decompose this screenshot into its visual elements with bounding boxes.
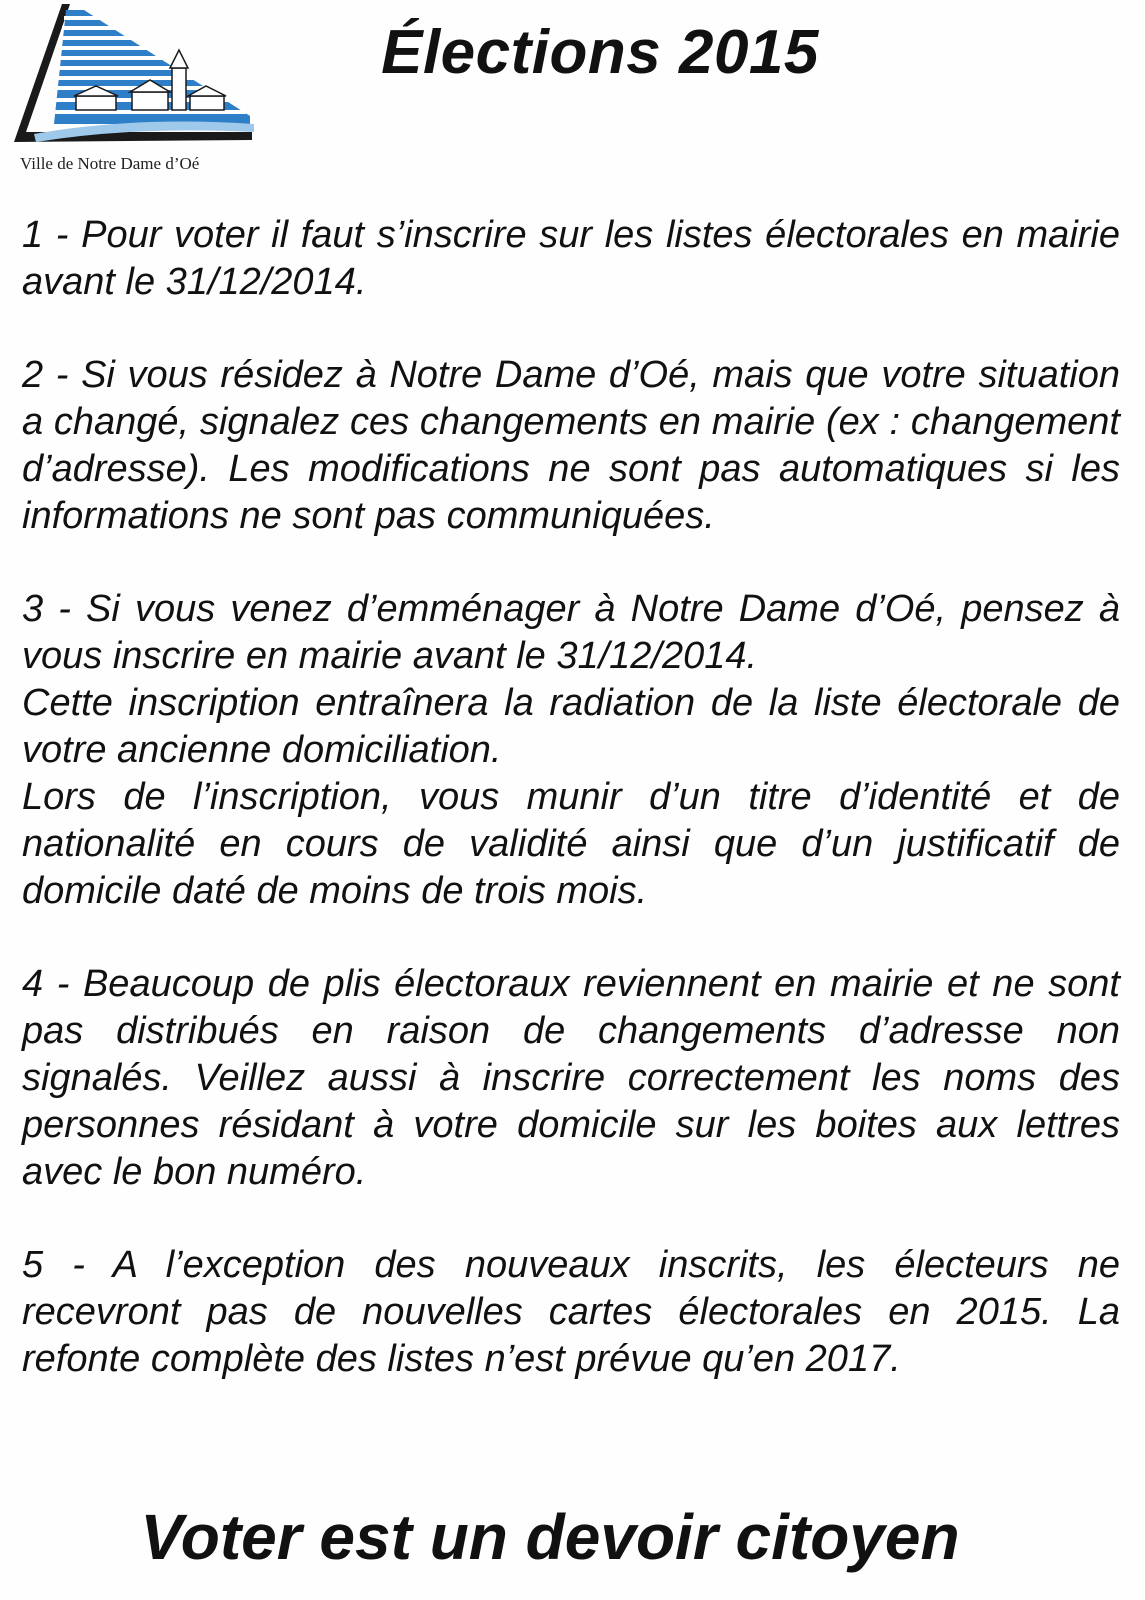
notice-item-4	[22, 961, 1120, 1196]
notice-text: 1 - Pour voter il faut s’inscrire sur les listes électorales en mairie avant le 31/12/2014.	[22, 214, 1120, 303]
notice-text: Lors de l’inscription, vous munir d’un titre d’identité et de nationalité en cours de validité ainsi que d’un justificatif de domicile daté de moins de trois mois.	[22, 776, 1120, 912]
notice-text: 3 - Si vous venez d’emménager à Notre Dame d’Oé, pensez à vous inscrire en mairie avant le 31/12/2014.	[22, 588, 1120, 677]
notice-item-3	[22, 586, 1120, 915]
town-logo	[14, 4, 259, 179]
notice-list	[22, 212, 1120, 1429]
logo-caption: Ville de Notre Dame d’Oé	[20, 154, 200, 173]
notice-item-2	[22, 352, 1120, 540]
notice-text: 5 - A l’exception des nouveaux inscrits, les électeurs ne recevront pas de nouvelles cartes électorales en 2015. La refonte complète des listes n’est prévue qu’en 2017.	[22, 1244, 1120, 1380]
notice-text: 2 - Si vous résidez à Notre Dame d’Oé, mais que votre situation a changé, signalez ces changements en mairie (ex : changement d’adresse). Les modifications ne sont pas automatiques si les informations ne sont pas communiquées.	[22, 354, 1120, 537]
notice-text: Cette inscription entraînera la radiation de la liste électorale de votre ancienne domiciliation.	[22, 682, 1120, 771]
notice-item-5	[22, 1242, 1120, 1383]
notice-item-1	[22, 212, 1120, 306]
closing-slogan: Voter est un devoir citoyen	[140, 1501, 960, 1573]
town-logo-graphic	[14, 4, 259, 154]
notice-text: 4 - Beaucoup de plis électoraux reviennent en mairie et ne sont pas distribués en raison de changements d’adresse non signalés. Veillez aussi à inscrire correctement les noms des personnes résidant à votre domicile sur les boites aux lettres avec le bon numéro.	[22, 963, 1120, 1193]
page-title: Élections 2015	[381, 18, 819, 87]
